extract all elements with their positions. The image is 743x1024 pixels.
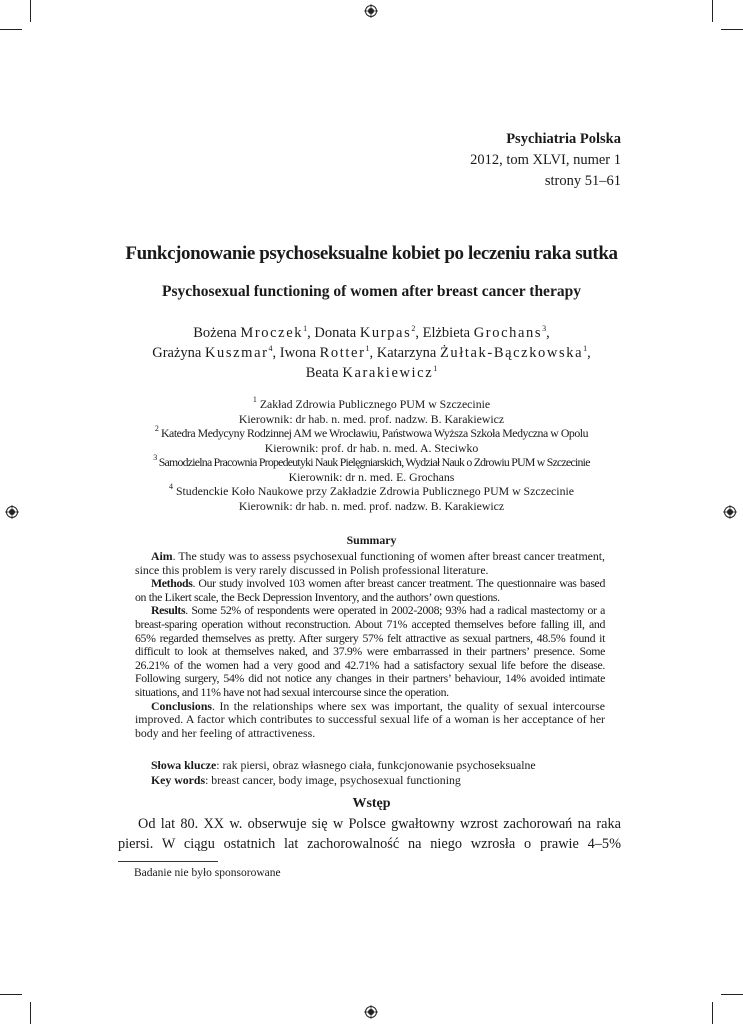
author-last: Kurpas <box>359 325 412 341</box>
author-first: Beata <box>305 365 339 381</box>
crop-mark <box>0 994 22 995</box>
author-first: Donata <box>314 325 357 341</box>
crop-mark <box>712 0 713 22</box>
author-last: Karakiewicz <box>342 365 434 381</box>
author-first: Grażyna <box>152 345 202 361</box>
crop-mark <box>712 1002 713 1024</box>
affil-number: 1 <box>252 395 257 404</box>
conclusions-label: Conclusions <box>151 698 212 713</box>
author-list: Bożena Mroczek$^1$, Donata Kurpas$^2$, Elżbieta Grochans$^3$, Grażyna Kuszmar$^4$, Iwona Rotter$^1$, Katarzyna Żułtak-Bączkowska$^1$, Beata Karakiewicz$^1$ <box>152 324 591 381</box>
author-affil: 1 <box>365 344 370 353</box>
crop-mark <box>0 29 22 30</box>
author-first: Elżbieta <box>422 325 471 341</box>
author-affil: 1 <box>583 344 588 353</box>
author-last: Grochans <box>473 325 543 341</box>
affil-number: 2 <box>154 424 159 433</box>
affil-name: Studenckie Koło Naukowe przy Zakładzie Zdrowia Publicznego PUM w Szczecinie <box>175 484 574 498</box>
author-first: Iwona <box>279 345 317 361</box>
affil-head: Kierownik: dr hab. n. med. prof. nadzw. B. Karakiewicz <box>238 411 505 426</box>
keywords-en-text: : breast cancer, body image, psychosexual functioning <box>205 772 461 787</box>
summary-results <box>135 604 605 699</box>
affil-head: Kierownik: prof. dr hab. n. med. A. Steciwko <box>264 440 479 455</box>
section-heading-intro: Wstęp <box>352 796 391 811</box>
author-last: Żułtak-Bączkowska <box>439 345 584 361</box>
affil-number: 3 <box>153 453 157 462</box>
summary-heading: Summary <box>346 533 397 547</box>
footnote: Badanie nie było sponsorowane <box>134 867 281 879</box>
journal-issue: 2012, tom XLVI, numer 1 <box>470 152 621 168</box>
author-first: Katarzyna <box>376 345 437 361</box>
author-affil: 1 <box>433 364 438 373</box>
aim-label: Aim <box>151 549 173 563</box>
intro-paragraph <box>118 815 621 854</box>
author-affil: 3 <box>542 324 547 333</box>
affil-name: Zakład Zdrowia Publicznego PUM w Szczecinie <box>259 397 491 411</box>
journal-pages: strony 51–61 <box>544 173 621 189</box>
author-affil: 4 <box>268 344 273 353</box>
affil-head: Kierownik: dr n. med. E. Grochans <box>288 469 455 484</box>
results-text: . Some 52% of respondents were operated in 2002-2008; 93% had a radical mastectomy or a breast-sparing operation without reconstruction. About 71% accepted themselves before falling ill, and 65% regarded themselves as pretty. After surgery 57% felt attractive as sexual partners, 48.5% found it difficult to look at themselves naked, and 37.9% were embarrassed in their partners’ presence. Some 26.21% of the women had a very good and 42.71% had a satisfactory sexual life before the disease. Following surgery, 54% did not notice any changes in their partners’ behaviour, 14% avoided intimate situations, and 11% have not had sexual intercourse since the operation. <box>135 603 605 699</box>
title-english: Psychosexual functioning of women after breast cancer therapy <box>162 283 581 300</box>
aim-text: . The study was to assess psychosexual functioning of women after breast cancer treatment, since this problem is very rarely discussed in Polish professional literature. <box>135 549 605 577</box>
summary-body <box>135 550 605 740</box>
results-label: Results <box>151 603 186 618</box>
footnote-rule <box>118 861 218 862</box>
affil-number: 4 <box>169 482 173 491</box>
author-first: Bożena <box>193 325 237 341</box>
author-affil: 2 <box>411 324 416 333</box>
author-last: Rotter <box>319 345 366 361</box>
affiliations <box>0 397 743 513</box>
author-affil: 1 <box>303 324 308 333</box>
summary-methods <box>135 577 605 604</box>
title-polish: Funkcjonowanie psychoseksualne kobiet po leczeniu raka sutka <box>125 243 618 264</box>
crop-mark <box>30 0 31 22</box>
affil-name: Katedra Medycyny Rodzinnej AM we Wrocławiu, Państwowa Wyższa Szkoła Medyczna w Opolu <box>160 426 589 440</box>
affil-head: Kierownik: dr hab. n. med. prof. nadzw. B. Karakiewicz <box>238 498 505 513</box>
affil-name: Samodzielna Pracownia Propedeutyki Nauk Pielęgniarskich, Wydział Nauk o Zdrowiu PUM w Szczecinie <box>158 455 590 469</box>
author-last: Kuszmar <box>204 345 269 361</box>
registration-mark-icon <box>364 1005 378 1019</box>
methods-label: Methods <box>151 576 193 591</box>
keywords-pl-label: Słowa klucze <box>151 758 217 772</box>
keywords-pl-text: : rak piersi, obraz własnego ciała, funkcjonowanie psychoseksualne <box>216 758 536 772</box>
keywords <box>151 758 611 787</box>
crop-mark <box>30 1002 31 1024</box>
journal-header <box>470 129 621 192</box>
author-last: Mroczek <box>240 325 304 341</box>
registration-mark-icon <box>364 4 378 18</box>
keywords-en-label: Key words <box>151 772 206 787</box>
summary-aim <box>135 550 605 577</box>
conclusions-text: . In the relationships where sex was important, the quality of sexual intercourse improved. A factor which contributes to successful sexual life of a woman is her acceptance of her body and her feeling of attractiveness. <box>135 698 605 740</box>
crop-mark <box>721 994 743 995</box>
crop-mark <box>721 29 743 30</box>
methods-text: . Our study involved 103 women after breast cancer treatment. The questionnaire was based on the Likert scale, the Beck Depression Inventory, and the authors’ own questions. <box>135 576 605 604</box>
journal-name: Psychiatria Polska <box>506 131 621 147</box>
summary-conclusions <box>135 700 605 741</box>
intro-text: Od lat 80. XX w. obserwuje się w Polsce gwałtowny wzrost zachorowań na raka piersi. W ciągu ostatnich lat zachorowalność na niego wzrosła o prawie 4–5% <box>118 816 621 852</box>
